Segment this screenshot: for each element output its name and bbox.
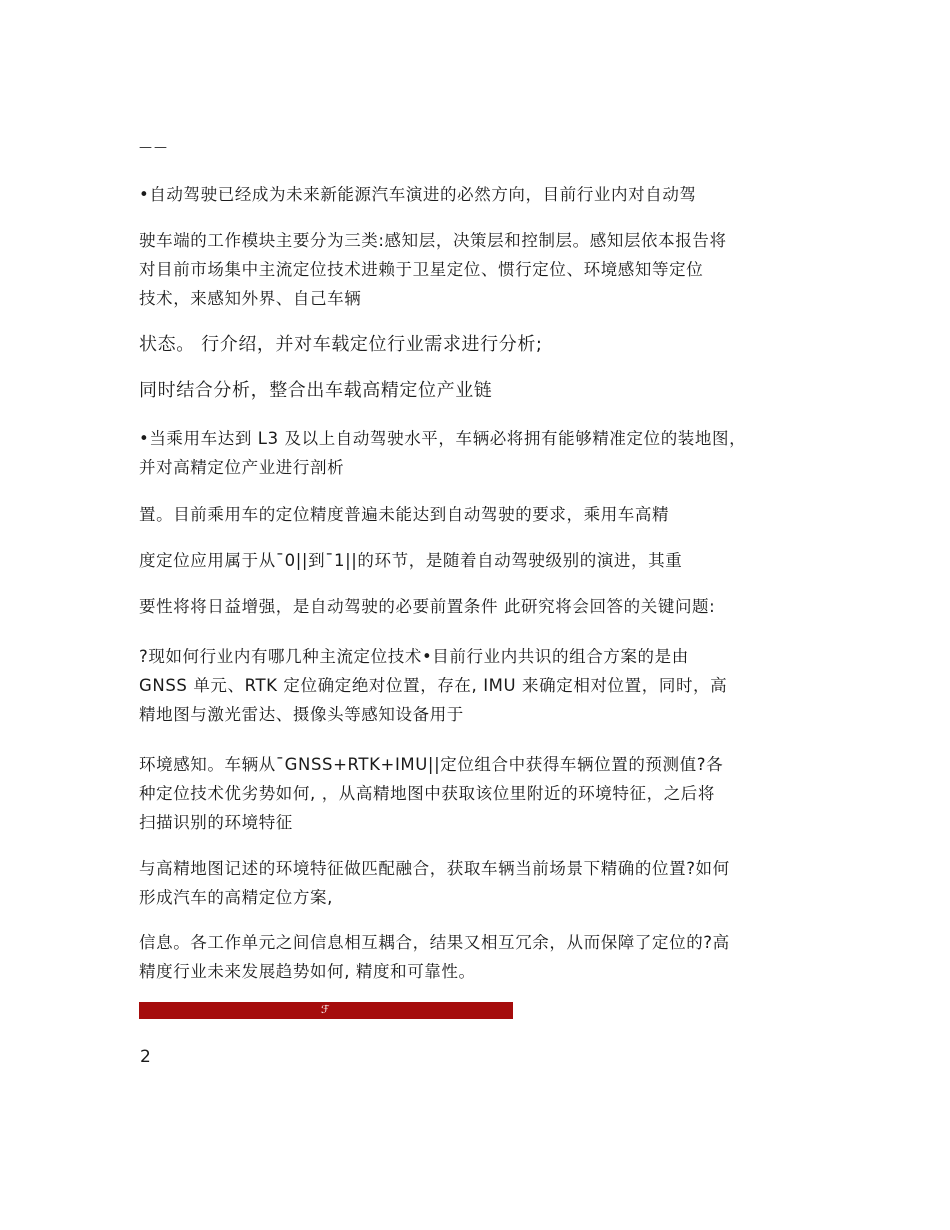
text-line: 状态。 行介绍，并对车载定位行业需求进行分析; [139, 334, 543, 355]
paragraph-4 [139, 376, 819, 405]
text-line: 同时结合分析，整合出车载高精定位产业链 [139, 380, 493, 401]
text-line: 信息。各工作单元之间信息相互耦合，结果又相互冗余，从而保障了定位的?高 [139, 933, 730, 952]
paragraph-5 [139, 424, 819, 482]
page-number: 2 [140, 1047, 151, 1067]
text-line: 精地图与激光雷达、摄像头等感知设备用于 [139, 705, 464, 724]
paragraph-8 [139, 592, 819, 621]
text-line: 环境感知。车辆从¯GNSS+RTK+IMU||定位组合中获得车辆位置的预测值?各 [139, 755, 724, 774]
text-line: 要性将将日益增强，是自动驾驶的必要前置条件 此研究将会回答的关键问题: [139, 597, 716, 616]
text-line: GNSS 单元、RTK 定位确定绝对位置，存在, IMU 来确定相对位置，同时，高 [139, 676, 728, 695]
paragraph-11 [139, 854, 819, 912]
text-line: 并对高精定位产业进行剖析 [139, 458, 345, 477]
paragraph-6 [139, 500, 819, 529]
paragraph-1 [139, 180, 819, 209]
text-line: 度定位应用属于从¯0||到¯1||的环节，是随着自动驾驶级别的演进，其重 [139, 551, 683, 570]
banner-mark-icon: ℱ [321, 1003, 330, 1016]
figure-banner [139, 1002, 513, 1019]
text-line: 对目前市场集中主流定位技术进赖于卫星定位、惯行定位、环境感知等定位 [139, 260, 704, 279]
text-line: 种定位技术优劣势如何, ，从高精地图中获取该位里附近的环境特征，之后将 [139, 784, 715, 803]
text-line: ?现如何行业内有哪几种主流定位技术•目前行业内共识的组合方案的是由 [139, 647, 689, 666]
paragraph-3 [139, 330, 819, 359]
text-line: 精度行业未来发展趋势如何, 精度和可靠性。 [139, 962, 476, 981]
paragraph-2 [139, 226, 819, 313]
text-line: •自动驾驶已经成为未来新能源汽车演进的必然方向，目前行业内对自动驾 [139, 185, 697, 204]
paragraph-10 [139, 750, 819, 837]
text-line: 驶车端的工作模块主要分为三类:感知层，决策层和控制层。感知层依本报告将 [139, 231, 727, 250]
text-line: 技术，来感知外界、自己车辆 [139, 289, 362, 308]
paragraph-7 [139, 546, 819, 575]
text-line: 与高精地图记述的环境特征做匹配融合，获取车辆当前场景下精确的位置?如何 [139, 859, 730, 878]
text-line: 置。目前乘用车的定位精度普遍未能达到自动驾驶的要求，乘用车高精 [139, 505, 670, 524]
text-line: 形成汽车的高精定位方案, [139, 888, 333, 907]
text-line: 扫描识别的环境特征 [139, 813, 293, 832]
paragraph-9 [139, 642, 819, 729]
text-line: •当乘用车达到 L3 及以上自动驾驶水平，车辆必将拥有能够精准定位的装地图， [139, 429, 747, 448]
header-mark: —— [139, 140, 169, 155]
paragraph-12 [139, 928, 819, 986]
